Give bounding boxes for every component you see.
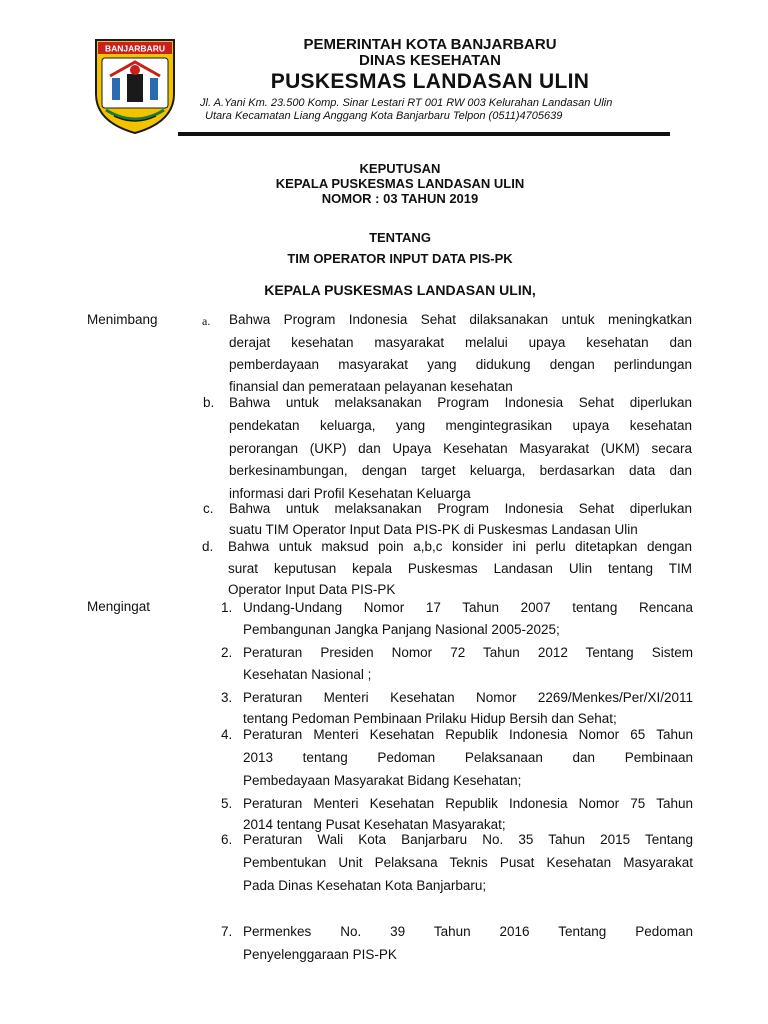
- menimbang-a-line-3: pemberdayaan masyarakat yang didukung dengan perlindungan: [229, 357, 692, 372]
- logo-text: BANJARBARU: [105, 43, 165, 54]
- mengingat-1-line-2: Pembangunan Jangka Panjang Nasional 2005-2025;: [243, 622, 560, 637]
- decree-issuer-title: KEPALA PUSKESMAS LANDASAN ULIN: [275, 176, 525, 191]
- letterhead-address-line-2: Utara Kecamatan Liang Anggang Kota Banjarbaru Telpon (0511)4705639: [205, 110, 563, 122]
- banjarbaru-logo: [92, 36, 178, 136]
- mengingat-2-line-1: Peraturan Presiden Nomor 72 Tahun 2012 Tentang Sistem: [243, 645, 693, 660]
- mengingat-3-line-2: tentang Pedoman Pembinaan Prilaku Hidup Bersih dan Sehat;: [243, 711, 617, 726]
- menimbang-b-line-1: Bahwa untuk melaksanakan Program Indonesia Sehat diperlukan: [229, 395, 692, 410]
- letterhead-address-line-1: Jl. A.Yani Km. 23.500 Komp. Sinar Lestari RT 001 RW 003 Kelurahan Landasan Ulin: [200, 97, 613, 109]
- list-marker: a.: [202, 314, 211, 328]
- letterhead-department: DINAS KESEHATAN: [359, 52, 501, 69]
- menimbang-b-line-5: informasi dari Profil Kesehatan Keluarga: [229, 486, 471, 501]
- mengingat-2-line-2: Kesehatan Nasional ;: [243, 667, 372, 682]
- decree-about-label: TENTANG: [369, 230, 431, 245]
- mengingat-7-line-2: Penyelenggaraan PIS-PK: [243, 947, 397, 962]
- menimbang-d-line-1: Bahwa untuk maksud poin a,b,c konsider ini perlu ditetapkan dengan: [228, 539, 692, 554]
- menimbang-b-line-2: pendekatan keluarga, yang mengintegrasikan upaya kesehatan: [229, 418, 692, 433]
- mengingat-6-line-3: Pada Dinas Kesehatan Kota Banjarbaru;: [243, 878, 487, 893]
- mengingat-6-line-1: Peraturan Wali Kota Banjarbaru No. 35 Tahun 2015 Tentang: [243, 832, 693, 847]
- list-marker: 5.: [221, 796, 233, 811]
- menimbang-d-line-2: surat keputusan kepala Puskesmas Landasan Ulin tentang TIM: [228, 561, 692, 576]
- decree-number: NOMOR : 03 TAHUN 2019: [321, 191, 479, 206]
- list-marker: c.: [203, 501, 214, 516]
- menimbang-b-line-4: berkesinambungan, dengan target keluarga, berdasarkan data dan: [229, 463, 692, 478]
- mengingat-4-line-3: Pembedayaan Masyarakat Bidang Kesehatan;: [243, 773, 522, 788]
- mengingat-4-line-1: Peraturan Menteri Kesehatan Republik Indonesia Nomor 65 Tahun: [243, 727, 693, 742]
- menimbang-c-line-2: suatu TIM Operator Input Data PIS-PK di Puskesmas Landasan Ulin: [229, 522, 638, 537]
- list-marker: d.: [202, 539, 214, 554]
- decree-subject: TIM OPERATOR INPUT DATA PIS-PK: [287, 251, 513, 266]
- list-marker: 6.: [221, 832, 233, 847]
- mengingat-5-line-1: Peraturan Menteri Kesehatan Republik Indonesia Nomor 75 Tahun: [243, 796, 693, 811]
- decree-issuer: KEPALA PUSKESMAS LANDASAN ULIN,: [264, 282, 536, 298]
- menimbang-b-line-3: perorangan (UKP) dan Upaya Kesehatan Masyarakat (UKM) secara: [229, 441, 692, 456]
- section-label-menimbang: Menimbang: [87, 312, 158, 327]
- letterhead-institution: PUSKESMAS LANDASAN ULIN: [270, 70, 590, 93]
- menimbang-c-line-1: Bahwa untuk melaksanakan Program Indonesia Sehat diperlukan: [229, 501, 692, 516]
- mengingat-3-line-1: Peraturan Menteri Kesehatan Nomor 2269/Menkes/Per/XI/2011: [243, 690, 693, 705]
- mengingat-4-line-2: 2013 tentang Pedoman Pelaksanaan dan Pembinaan: [243, 750, 693, 765]
- mengingat-5-line-2: 2014 tentang Pusat Kesehatan Masyarakat;: [243, 817, 506, 832]
- letterhead-government: PEMERINTAH KOTA BANJARBARU: [303, 36, 557, 53]
- list-marker: b.: [203, 395, 215, 410]
- list-marker: 7.: [221, 924, 233, 939]
- menimbang-a-line-1: Bahwa Program Indonesia Sehat dilaksanakan untuk meningkatkan: [229, 312, 692, 327]
- menimbang-a-line-2: derajat kesehatan masyarakat melalui upaya kesehatan dan: [229, 335, 692, 350]
- section-label-mengingat: Mengingat: [87, 599, 151, 614]
- list-marker: 3.: [221, 690, 233, 705]
- menimbang-d-line-3: Operator Input Data PIS-PK: [228, 582, 396, 597]
- list-marker: 4.: [221, 727, 233, 742]
- menimbang-a-line-4: finansial dan pemerataan pelayanan kesehatan: [229, 379, 513, 394]
- list-marker: 1.: [221, 600, 233, 615]
- letterhead-divider: [178, 132, 670, 136]
- mengingat-6-line-2: Pembentukan Unit Pelaksana Teknis Pusat Kesehatan Masyarakat: [243, 855, 693, 870]
- mengingat-7-line-1: Permenkes No. 39 Tahun 2016 Tentang Pedoman: [243, 924, 693, 939]
- mengingat-1-line-1: Undang-Undang Nomor 17 Tahun 2007 tentang Rencana: [243, 600, 693, 615]
- decree-title: KEPUTUSAN: [359, 161, 441, 176]
- list-marker: 2.: [221, 645, 233, 660]
